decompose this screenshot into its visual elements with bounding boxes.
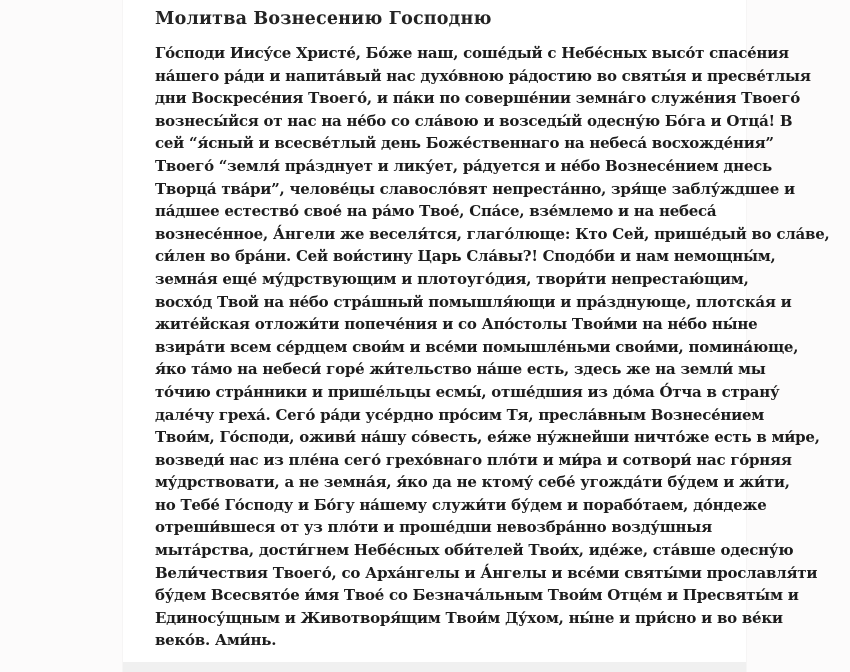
prayer-line: си́лен во бра́ни. Сей вои́стину Царь Сла́вы?! Сподо́би и нам немощны́м, (155, 247, 776, 266)
prayer-body (155, 42, 830, 652)
prayer-line: па́дшее естество́ свое́ на ра́мо Твое́, Спа́се, взе́млемо и на небеса́ (155, 202, 717, 221)
prayer-title: Молитва Вознесению Господню (155, 9, 492, 29)
prayer-line: земна́я еще́ му́дрствующим и плотоуго́дия, твори́ти непрестаю́щим, (155, 269, 749, 288)
prayer-line: сей “я́сный и всесве́тлый день Боже́ственнаго на небеса́ восхожде́ния” (155, 134, 774, 153)
prayer-line: отреши́вшеся от уз пло́ти и проше́дши невозбра́нно возду́шныя (155, 518, 712, 537)
prayer-line: Единосу́щным и Животворя́щим Твои́м Ду́хом, ны́не и при́сно и во ве́ки (155, 608, 783, 627)
prayer-line: Твои́м, Го́споди, оживи́ на́шу со́весть, ея́же ну́жнейши ничто́же есть в ми́ре, (155, 428, 820, 447)
prayer-line: му́дрствовати, а не земна́я, я́ко да не ктому́ себе́ угожда́ти бу́дем и жи́ти, (155, 473, 790, 492)
prayer-line: мыта́рства, дости́гнем Небе́сных оби́телей Твои́х, иде́же, ста́вше одесну́ю (155, 541, 794, 560)
prayer-line: дале́чу греха́. Сего́ ра́ди усе́рдно про́сим Тя, пресла́вным Вознесе́нием (155, 405, 765, 424)
prayer-line: Твоего́ “земля́ пра́зднует и лику́ет, ра́дуется и не́бо Вознесе́нием днесь (155, 156, 772, 175)
prayer-line: Вели́чествия Твоего́, со Арха́нгелы и А́нгелы и все́ми святы́ми прославля́ти (155, 563, 818, 582)
prayer-line: взира́ти всем се́рдцем свои́м и все́ми помышле́ньми свои́ми, помина́юще, (155, 337, 799, 356)
prayer-line: вознесе́нное, А́нгели же веселя́тся, глаго́люще: Кто Сей, прише́дый во сла́ве, (155, 224, 830, 243)
prayer-line: дни Воскресе́ния Твоего́, и па́ки по соверше́нии земна́го служе́ния Твоего́ (155, 89, 801, 108)
bottom-bar (123, 662, 746, 672)
prayer-line: я́ко та́мо на небеси́ горе́ жи́тельство на́ше есть, здесь же на земли́ мы (155, 360, 766, 379)
document-card (123, 0, 830, 672)
prayer-line: жите́йская отложи́ти попече́ния и со Апо́столы Твои́ми на не́бо ны́не (155, 315, 758, 334)
prayer-line: Го́споди Иису́се Христе́, Бо́же наш, соше́дый с Небе́сных высо́т спасе́ния (155, 44, 789, 62)
prayer-line: веко́в. Ами́нь. (155, 631, 277, 650)
prayer-line: восхо́д Твой на не́бо стра́шный помышля́ющи и пра́зднующе, плотска́я и (155, 292, 792, 311)
prayer-line: но Тебе́ Го́споду и Бо́гу на́шему служи́ти бу́дем и порабо́таем, до́ндеже (155, 495, 767, 514)
prayer-line: Творца́ тва́ри”, челове́цы славосло́вят непреста́нно, зря́ще заблу́ждшее и (155, 179, 795, 198)
prayer-line: вознесы́йся от нас на не́бо со сла́вою и возседы́й одесну́ю Бо́га и Отца́! В (155, 111, 793, 130)
prayer-line: на́шего ра́ди и напита́вый нас духо́вною ра́достию во святы́я и пресве́тлыя (155, 66, 811, 85)
prayer-line: возведи́ нас из пле́на сего́ грехо́внаго пло́ти и ми́ра и сотвори́ нас го́рняя (155, 450, 792, 469)
prayer-line: то́чию стра́нники и прише́льцы есмы́, отше́дшия из до́ма О́тча в страну́ (155, 382, 780, 401)
prayer-line: бу́дем Всесвято́е и́мя Твое́ со Безнача́льным Твои́м Отце́м и Пресвяты́м и (155, 586, 799, 605)
